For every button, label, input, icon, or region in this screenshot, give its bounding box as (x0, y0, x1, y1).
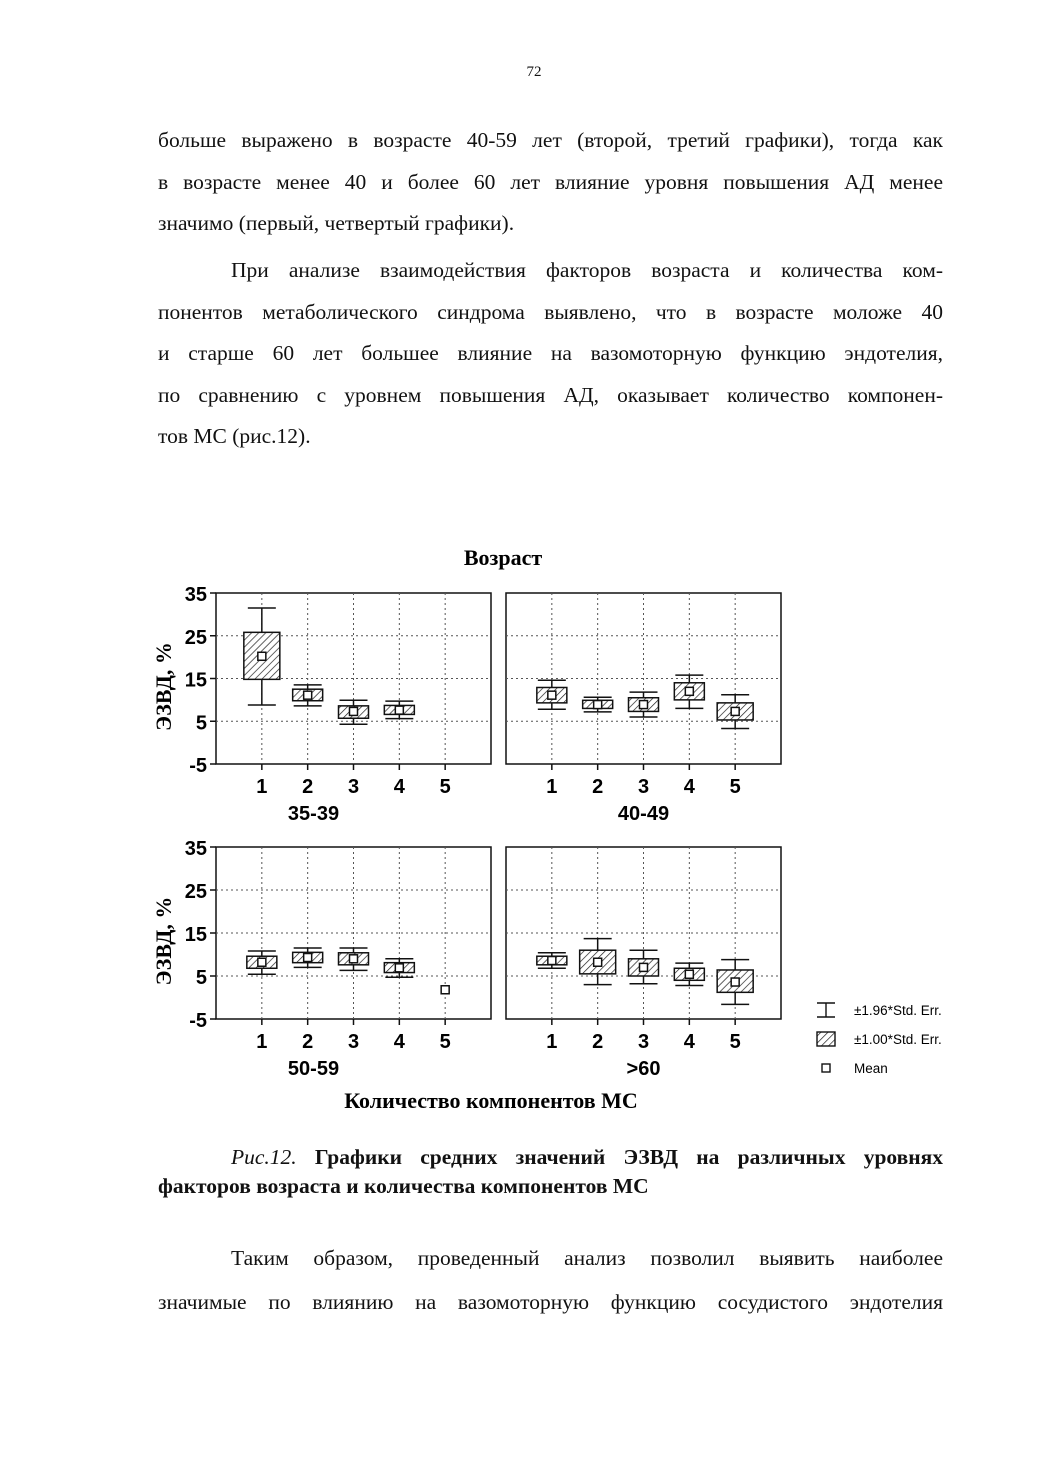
x-axis-label: Количество компонентов МС (344, 1088, 638, 1113)
mean-marker (304, 954, 312, 962)
mean-marker (548, 957, 556, 965)
y-tick-label: 5 (195, 967, 207, 989)
x-tick-label: 3 (637, 776, 650, 798)
y-tick-label: -5 (189, 1010, 207, 1032)
x-tick-label: 5 (729, 776, 741, 798)
x-tick-label: 1 (546, 776, 558, 798)
text-line (158, 1236, 943, 1280)
caption-line (158, 1172, 943, 1201)
y-tick-label: 15 (184, 669, 207, 692)
mean-marker (395, 964, 403, 972)
mean-marker (640, 701, 648, 709)
x-tick-label: 3 (637, 1031, 650, 1053)
legend-label: ±1.96*Std. Err. (854, 1003, 942, 1018)
text-line: тов МС (рис.12). (158, 424, 311, 448)
x-tick-label: 5 (439, 1031, 451, 1053)
mean-marker (594, 958, 602, 966)
text-line: больше выражено в возрасте 40-59 лет (второй, третий графики), тогда как (158, 128, 943, 152)
x-tick-label: 2 (592, 776, 604, 798)
y-tick-label: 25 (184, 881, 207, 903)
mean-marker (731, 978, 739, 986)
text-line: понентов метаболического синдрома выявлено, что в возрасте моложе 40 (158, 299, 943, 324)
chart-panel (151, 584, 491, 825)
caption-label: Рис.12. (231, 1145, 297, 1169)
x-tick-label: 5 (729, 1031, 741, 1053)
legend-label: ±1.00*Std. Err. (854, 1032, 942, 1047)
mean-marker (304, 691, 312, 699)
legend-mean-icon (822, 1064, 830, 1072)
chart-panel (506, 593, 781, 825)
mean-marker (685, 687, 693, 695)
mean-marker (258, 652, 266, 660)
text-line-content: Таким образом, проведенный анализ позволил выявить наиболее (231, 1246, 943, 1270)
x-tick-label: 5 (439, 776, 451, 798)
text-line: значимо (первый, четвертый графики). (158, 211, 515, 235)
y-tick-label: 25 (184, 626, 207, 649)
mean-marker (395, 706, 403, 714)
x-tick-label: 2 (592, 1031, 604, 1053)
panel-label: >60 (626, 1058, 661, 1080)
x-tick-label: 3 (347, 1031, 360, 1053)
legend-label: Mean (854, 1061, 888, 1076)
y-axis-label: ЭЗВД, % (151, 642, 176, 731)
x-tick-label: 1 (256, 776, 268, 798)
mean-marker (350, 955, 358, 963)
mean-marker (640, 963, 648, 971)
x-tick-label: 4 (683, 776, 695, 798)
x-tick-label: 1 (256, 1031, 268, 1053)
mean-marker (441, 986, 449, 994)
text-line: значимые по влиянию на вазомоторную функцию сосудистого эндотелия (158, 1290, 943, 1314)
x-tick-label: 3 (347, 776, 360, 798)
y-tick-label: 5 (195, 712, 207, 735)
y-tick-label: 35 (184, 838, 207, 860)
x-tick-label: 2 (302, 1031, 314, 1053)
x-tick-label: 4 (393, 776, 405, 798)
text-line: в возрасте менее 40 и более 60 лет влияние уровня повышения АД менее (158, 169, 943, 194)
chart-title: Возраст (463, 545, 543, 570)
x-tick-label: 1 (546, 1031, 558, 1053)
x-tick-label: 4 (393, 1031, 405, 1053)
panel-label: 40-49 (617, 803, 670, 825)
mean-marker (594, 701, 602, 709)
mean-marker (685, 970, 693, 978)
chart-panel (506, 847, 781, 1080)
text-line: и старше 60 лет большее влияние на вазомоторную функцию эндотелия, (158, 341, 943, 365)
caption-text: факторов возраста и количества компонентов МС (158, 1174, 649, 1198)
panel-label: 35-39 (287, 803, 340, 825)
mean-marker (350, 707, 358, 715)
mean-marker (258, 958, 266, 966)
mean-marker (731, 707, 739, 715)
page-number: 72 (526, 64, 542, 80)
panel-label: 50-59 (287, 1058, 340, 1080)
y-axis-label: ЭЗВД, % (151, 896, 176, 986)
caption-line (158, 1143, 943, 1172)
caption-text: Графики средних значений ЭЗВД на различных уровнях (314, 1145, 943, 1169)
y-tick-label: -5 (189, 755, 207, 777)
y-tick-label: 15 (184, 924, 207, 946)
chart-legend (817, 1003, 942, 1076)
x-tick-label: 2 (302, 776, 314, 798)
mean-marker (548, 691, 556, 699)
paragraph-3 (158, 1236, 943, 1324)
chart-panel (151, 838, 491, 1080)
figure-caption (158, 1143, 943, 1201)
text-line-content: При анализе взаимодействия факторов возраста и количества ком- (231, 258, 943, 282)
text-line: по сравнению с уровнем повышения АД, оказывает количество компонен- (158, 382, 943, 407)
legend-se-icon (817, 1032, 835, 1046)
x-tick-label: 4 (683, 1031, 695, 1053)
y-tick-label: 35 (184, 584, 207, 606)
